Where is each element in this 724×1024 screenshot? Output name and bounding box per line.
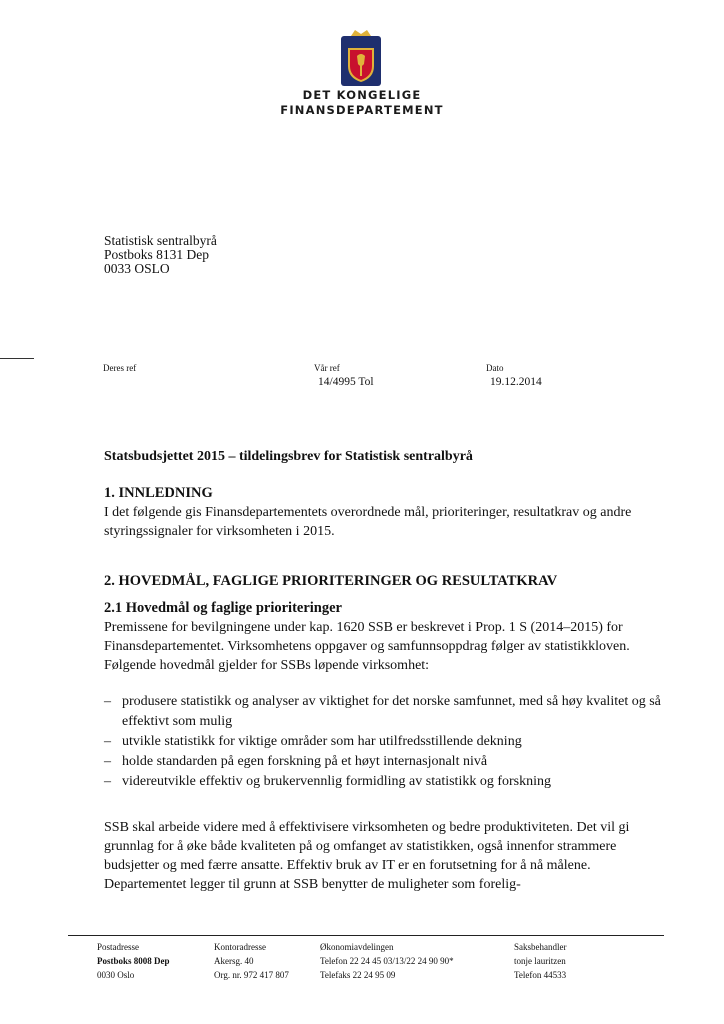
list-item (104, 732, 664, 752)
letterhead (270, 30, 454, 120)
footer-value: Akersg. 40 (214, 956, 254, 966)
list-item (104, 692, 664, 732)
letter-subject: Statsbudsjettet 2015 – tildelingsbrev for Statistisk sentralbyrå (104, 449, 473, 464)
footer-value: Org. nr. 972 417 807 (214, 970, 289, 980)
footer-label: Saksbehandler (514, 942, 567, 952)
footer-value: 0030 Oslo (97, 970, 135, 980)
var-ref-value: 14/4995 Tol (318, 376, 374, 388)
footer-value: Telefaks 22 24 95 09 (320, 970, 396, 980)
footer-value: Telefon 22 24 45 03/13/22 24 90 90* (320, 956, 454, 966)
footer-value: Postboks 8008 Dep (97, 956, 170, 966)
dash-bullet: – (104, 774, 111, 789)
footer-case-officer (514, 940, 566, 982)
footer-postal (97, 940, 170, 982)
dash-bullet: – (104, 694, 111, 709)
ministry-line-2: FINANSDEPARTEMENT (280, 103, 444, 117)
goals-list (104, 692, 664, 792)
list-item-text: utvikle statistikk for viktige områder som har utilfredsstillende dekning (122, 734, 522, 749)
recipient-address (104, 234, 217, 276)
fold-mark (0, 358, 34, 359)
list-item (104, 752, 664, 772)
section-2-closing: SSB skal arbeide videre med å effektivisere virksomheten og bedre produktiviteten. Det vil gi grunnlag for å øke både kvaliteten på og omfanget av statistikken, også innenfor strammere budsjetter og med færre ansatte. Effektiv bruk av IT er en forutsetning for å nå målene. Departementet legger til grunn at SSB benytter de muligheter som forelig- (104, 820, 630, 892)
footer-divider (68, 935, 664, 936)
section-2-1-heading: 2.1 Hovedmål og faglige prioriteringer (104, 600, 342, 616)
date-value: 19.12.2014 (490, 376, 542, 388)
deres-ref-label: Deres ref (103, 363, 137, 373)
recipient-line: 0033 OSLO (104, 261, 170, 276)
section-1-text: I det følgende gis Finansdepartementets overordnede mål, prioriteringer, resultatkrav og andre styringssignaler for virksomheten i 2015. (104, 505, 632, 539)
dash-bullet: – (104, 734, 111, 749)
ministry-name (270, 88, 454, 118)
ministry-line-1: DET KONGELIGE (302, 88, 422, 102)
section-1-heading: 1. INNLEDNING (104, 485, 213, 501)
footer-economy (320, 940, 454, 982)
section-2-heading: 2. HOVEDMÅL, FAGLIGE PRIORITERINGER OG RESULTATKRAV (104, 573, 558, 589)
royal-crest-icon (337, 30, 385, 88)
list-item-text: produsere statistikk og analyser av viktighet for det norske samfunnet, med så høy kvalitet og så effektivt som mulig (122, 694, 661, 729)
recipient-line: Statistisk sentralbyrå (104, 233, 217, 248)
list-item-text: videreutvikle effektiv og brukervennlig formidling av statistikk og forskning (122, 774, 551, 789)
footer-value: Telefon 44533 (514, 970, 567, 980)
footer-value: tonje lauritzen (514, 956, 566, 966)
var-ref-label: Vår ref (314, 363, 340, 373)
list-item (104, 772, 664, 792)
section-2-intro: Premissene for bevilgningene under kap. 1620 SSB er beskrevet i Prop. 1 S (2014–2015) for Finansdepartementet. Virksomhetens oppgaver og samfunnsoppdrag følger av statistikkloven. Følgende hovedmål gjelder for SSBs løpende virksomhet: (104, 620, 630, 673)
footer-label: Kontoradresse (214, 942, 266, 952)
date-label: Dato (486, 363, 504, 373)
list-item-text: holde standarden på egen forskning på et høyt internasjonalt nivå (122, 754, 488, 769)
footer-label: Økonomiavdelingen (320, 942, 394, 952)
footer-office (214, 940, 289, 982)
recipient-line: Postboks 8131 Dep (104, 247, 210, 262)
footer-label: Postadresse (97, 942, 139, 952)
dash-bullet: – (104, 754, 111, 769)
